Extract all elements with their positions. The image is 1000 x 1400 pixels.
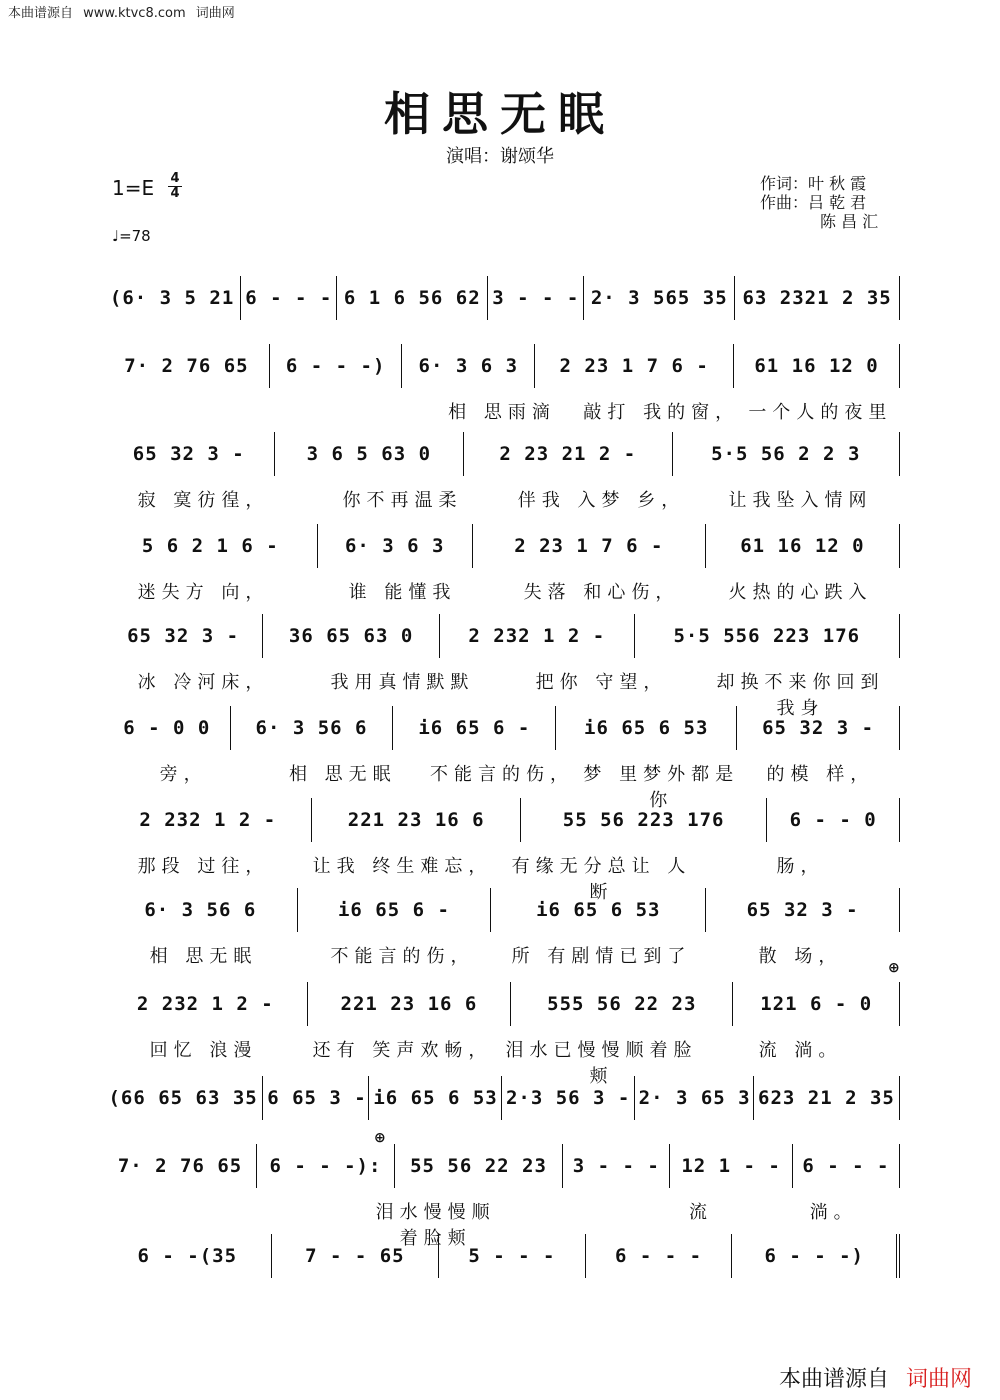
- lyric-segment: [263, 398, 422, 424]
- lyric-segment: 失落 和心伤，: [523, 582, 680, 603]
- brand-left: 本曲谱源自: [778, 1367, 889, 1392]
- measure: 65 32 3 -: [104, 432, 275, 476]
- measure: 221 23 16 6: [312, 798, 520, 842]
- watermark-site: 本曲谱源自: [8, 6, 74, 21]
- measure: 6 - - -: [586, 1234, 733, 1278]
- measure: 6 1 6 56 62: [337, 276, 488, 320]
- lyric-segment: 回忆 浪漫: [149, 1040, 258, 1061]
- lyric-segment: 让我坠入情网: [728, 490, 873, 511]
- measure: i6 65 6 -: [298, 888, 492, 932]
- lyric-segment: 敲打 我的窗，: [583, 402, 740, 423]
- lyric-segment: 有缘无分总让 人断: [511, 856, 692, 903]
- measure: 12 1 - -: [670, 1144, 792, 1188]
- measure: 623 21 2 35: [754, 1076, 900, 1120]
- lyric-segment: 让我 终生难忘，: [312, 856, 493, 877]
- measure: 6 - - -):: [257, 1144, 395, 1188]
- lyric-segment: 不能言的伤，: [430, 764, 574, 785]
- staff-row: [104, 614, 900, 658]
- measure: 6 - - -): [270, 344, 403, 388]
- measure: 6 - - -: [241, 276, 337, 320]
- measure: 6· 3 6 3: [402, 344, 535, 388]
- measure: 5 - - -: [439, 1234, 586, 1278]
- measure: 65 32 3 -: [737, 706, 900, 750]
- staff-row: [104, 982, 900, 1026]
- measure: 121 6 - 0: [733, 982, 900, 1026]
- lyric-line: [104, 578, 900, 604]
- staff-row: [104, 1234, 900, 1278]
- measure: 2· 3 565 35: [584, 276, 735, 320]
- measure: 221 23 16 6: [308, 982, 512, 1026]
- lyric-segment: 肠，: [776, 856, 825, 877]
- lyricist-credit: 作词：叶 秋 霞: [760, 174, 867, 193]
- measure: 6· 3 56 6: [231, 706, 394, 750]
- watermark-url: www.ktvc8.com: [83, 6, 186, 21]
- composer2-credit: 陈 昌 汇: [820, 212, 879, 231]
- lyric-segment: 散 场，: [758, 946, 843, 967]
- lyric-segment: 火热的心跌入: [728, 582, 873, 603]
- lyric-segment: [104, 398, 263, 424]
- measure: 6 - - -: [793, 1144, 900, 1188]
- coda-sign-2: ⊕: [374, 1130, 386, 1146]
- lyric-segment: 伴我 入梦 乡，: [517, 490, 686, 511]
- measure: (6· 3 5 21: [104, 276, 241, 320]
- staff-row: [104, 1144, 900, 1188]
- lyric-segment: 还有 笑声欢畅，: [312, 1040, 493, 1061]
- lyric-segment: 不能言的伤，: [330, 946, 475, 967]
- measure: i6 65 6 53: [491, 888, 706, 932]
- lyric-segment: 你不再温柔: [342, 490, 463, 511]
- lyric-segment: 泪水已慢慢顺着脸颊: [505, 1040, 698, 1087]
- time-sig-top: 4: [168, 172, 182, 187]
- watermark-tag: 词曲网: [195, 6, 235, 21]
- measure: 5·5 56 2 2 3: [673, 432, 900, 476]
- lyric-segment: 那段 过往，: [137, 856, 270, 877]
- lyric-segment: 把你 守望，: [535, 672, 668, 693]
- measure: 555 56 22 23: [511, 982, 733, 1026]
- lyric-segment: 相 思雨滴: [448, 402, 556, 423]
- staff-row: [104, 888, 900, 932]
- credits-block: [760, 174, 878, 231]
- lyric-segment: 寂 寞彷徨，: [137, 490, 270, 511]
- measure: 63 2321 2 35: [735, 276, 900, 320]
- measure: i6 65 6 53: [369, 1076, 502, 1120]
- key-signature: 1=E: [112, 176, 155, 200]
- measure: 65 32 3 -: [706, 888, 900, 932]
- measure: 2· 3 65 3: [635, 1076, 754, 1120]
- singer-credit: 演唱：谢颂华: [446, 146, 554, 167]
- measure: 6 - -(35: [104, 1234, 272, 1278]
- staff-row: [104, 432, 900, 476]
- time-signature: [168, 172, 182, 201]
- coda-sign-1: ⊕: [888, 960, 900, 976]
- lyric-segment: 相 思无眠: [288, 764, 397, 785]
- composer-credit: 作曲：吕 乾 君: [760, 193, 867, 212]
- measure: 6 - 0 0: [104, 706, 231, 750]
- measure: 7· 2 76 65: [104, 1144, 257, 1188]
- measure: 6· 3 6 3: [318, 524, 473, 568]
- measure: 7· 2 76 65: [104, 344, 270, 388]
- lyric-segment: 梦 里梦外都是你: [583, 764, 740, 811]
- measure: 55 56 22 23: [395, 1144, 563, 1188]
- lyric-line: [104, 942, 900, 968]
- bottom-brand: [779, 1362, 972, 1393]
- measure: 5·5 556 223 176: [635, 614, 900, 658]
- lyric-segment: 流: [689, 1202, 714, 1223]
- staff-row: [104, 276, 900, 320]
- measure: 3 6 5 63 0: [275, 432, 465, 476]
- measure: 6 - - -): [732, 1234, 900, 1278]
- measure: 2 232 1 2 -: [440, 614, 635, 658]
- lyric-segment: 一个人的夜里: [748, 402, 893, 423]
- measure: i6 65 6 53: [556, 706, 737, 750]
- tempo-marking: ♩=78: [112, 227, 151, 245]
- measure: i6 65 6 -: [393, 706, 556, 750]
- song-title: 相思无眠: [384, 87, 616, 141]
- lyric-segment: 旁，: [159, 764, 208, 785]
- measure: 2·3 56 3 -: [502, 1076, 635, 1120]
- top-watermark: [8, 2, 241, 21]
- measure: 2 23 1 7 6 -: [535, 344, 734, 388]
- measure: 61 16 12 0: [706, 524, 900, 568]
- measure: 2 23 21 2 -: [464, 432, 672, 476]
- measure: 2 23 1 7 6 -: [473, 524, 706, 568]
- lyric-segment: 却换不来你回到 我身: [716, 672, 885, 719]
- staff-row: [104, 1076, 900, 1120]
- measure: 65 32 3 -: [104, 614, 263, 658]
- lyric-segment: 的模 样，: [766, 764, 875, 785]
- staff-row: [104, 798, 900, 842]
- measure: 55 56 223 176: [521, 798, 767, 842]
- lyric-line: [104, 398, 900, 424]
- measure: 5 6 2 1 6 -: [104, 524, 318, 568]
- staff-row: [104, 344, 900, 388]
- lyric-segment: 谁 能懂我: [348, 582, 457, 603]
- time-sig-bottom: 4: [170, 186, 180, 201]
- measure: 36 65 63 0: [263, 614, 440, 658]
- lyric-line: [104, 486, 900, 512]
- measure: 61 16 12 0: [734, 344, 900, 388]
- lyric-segment: 流 淌。: [758, 1040, 843, 1061]
- lyric-segment: 淌。: [809, 1202, 858, 1223]
- staff-row: [104, 706, 900, 750]
- measure: 2 232 1 2 -: [104, 798, 312, 842]
- lyric-segment: 迷失方 向，: [137, 582, 270, 603]
- lyric-segment: 所 有剧情已到了: [511, 946, 692, 967]
- lyric-segment: 相 思无眠: [149, 946, 258, 967]
- measure: 3 - - -: [563, 1144, 670, 1188]
- staff-row: [104, 524, 900, 568]
- lyric-segment: 冰 冷河床，: [137, 672, 270, 693]
- measure: 7 - - 65: [272, 1234, 440, 1278]
- measure: 2 232 1 2 -: [104, 982, 308, 1026]
- lyric-segment: 我用真情默默: [330, 672, 475, 693]
- measure: 6· 3 56 6: [104, 888, 298, 932]
- measure: 6 65 3 -: [263, 1076, 369, 1120]
- measure: (66 65 63 35: [104, 1076, 263, 1120]
- measure: 3 - - -: [488, 276, 584, 320]
- lyric-segment: 泪水慢慢顺着脸颊: [375, 1202, 496, 1249]
- brand-right: 词曲网: [905, 1367, 972, 1392]
- measure: 6 - - 0: [767, 798, 900, 842]
